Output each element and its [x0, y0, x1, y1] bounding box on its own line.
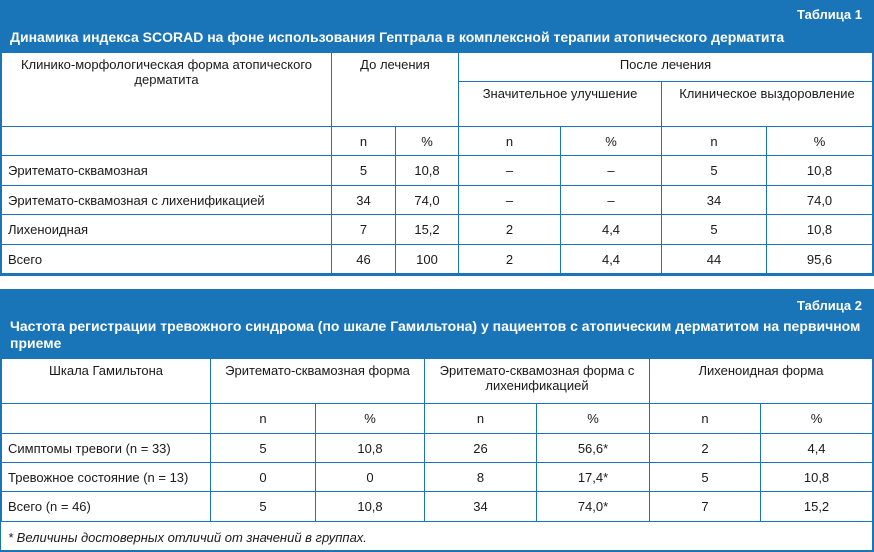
- cell: 15,2: [761, 492, 873, 522]
- cell: 95,6: [767, 245, 873, 274]
- table2-footnote: * Величины достоверных отличий от значений в группах.: [1, 521, 872, 550]
- cell: 0: [211, 463, 316, 492]
- cell: –: [561, 156, 662, 186]
- cell: –: [561, 186, 662, 215]
- table1: [1, 52, 873, 274]
- table2: [1, 358, 873, 522]
- table1-tag: Таблица 1: [796, 7, 862, 22]
- t1-head-before: До лечения: [332, 53, 459, 127]
- cell: 100: [396, 245, 459, 274]
- t1-head-n: n: [662, 127, 767, 156]
- table-row: [2, 186, 873, 215]
- cell: 10,8: [316, 492, 425, 522]
- table2-title: Частота регистрации тревожного синдрома (по шкале Гамильтона) у пациентов с атопическим дерматитом на первичном приеме: [10, 318, 861, 351]
- t2-head-n: n: [650, 404, 761, 434]
- t1-head-n: n: [332, 127, 396, 156]
- row-label: Симптомы тревоги (n = 33): [2, 434, 211, 463]
- t1-head-pct: %: [767, 127, 873, 156]
- cell: 2: [459, 245, 561, 274]
- cell: 74,0: [767, 186, 873, 215]
- cell: 5: [662, 215, 767, 245]
- table-row: [2, 245, 873, 274]
- cell: 34: [425, 492, 537, 522]
- cell: –: [459, 186, 561, 215]
- cell: 0: [316, 463, 425, 492]
- row-label: Эритемато-сквамозная: [2, 156, 332, 186]
- t1-head-form: Клинико-морфологическая форма атопического дерматита: [2, 53, 332, 127]
- cell: 10,8: [761, 463, 873, 492]
- cell: 2: [459, 215, 561, 245]
- cell: 5: [662, 156, 767, 186]
- table1-title: Динамика индекса SCORAD на фоне использования Гептрала в комплексной терапии атопического дерматита: [10, 29, 785, 45]
- cell: 4,4: [761, 434, 873, 463]
- cell: 10,8: [396, 156, 459, 186]
- row-label: Всего: [2, 245, 332, 274]
- cell: 5: [211, 434, 316, 463]
- row-label: Лихеноидная: [2, 215, 332, 245]
- table-row: [2, 156, 873, 186]
- t2-head-group2: Эритемато-сквамозная форма с лихенификацией: [425, 359, 650, 404]
- cell: 15,2: [396, 215, 459, 245]
- cell: –: [459, 156, 561, 186]
- cell: 8: [425, 463, 537, 492]
- cell: 4,4: [561, 215, 662, 245]
- table-row: [2, 434, 873, 463]
- cell: 34: [662, 186, 767, 215]
- row-label: Тревожное состояние (n = 13): [2, 463, 211, 492]
- t2-head-n: n: [425, 404, 537, 434]
- cell: 74,0*: [537, 492, 650, 522]
- table-row: [2, 492, 873, 522]
- cell: 10,8: [767, 215, 873, 245]
- t2-head-group1: Эритемато-сквамозная форма: [211, 359, 425, 404]
- cell: 10,8: [316, 434, 425, 463]
- t1-head-empty: [2, 127, 332, 156]
- cell: 4,4: [561, 245, 662, 274]
- t2-head-group3: Лихеноидная форма: [650, 359, 873, 404]
- t2-head-pct: %: [316, 404, 425, 434]
- cell: 17,4*: [537, 463, 650, 492]
- cell: 5: [332, 156, 396, 186]
- cell: 34: [332, 186, 396, 215]
- t1-head-n: n: [459, 127, 561, 156]
- t2-head-empty: [2, 404, 211, 434]
- t2-head-pct: %: [761, 404, 873, 434]
- cell: 56,6*: [537, 434, 650, 463]
- t2-head-n: n: [211, 404, 316, 434]
- cell: 10,8: [767, 156, 873, 186]
- cell: 5: [211, 492, 316, 522]
- table2-panel: [0, 289, 874, 552]
- cell: 5: [650, 463, 761, 492]
- cell: 74,0: [396, 186, 459, 215]
- t2-head-scale: Шкала Гамильтона: [2, 359, 211, 404]
- cell: 7: [332, 215, 396, 245]
- cell: 2: [650, 434, 761, 463]
- cell: 7: [650, 492, 761, 522]
- cell: 46: [332, 245, 396, 274]
- table-row: [2, 463, 873, 492]
- t1-head-recovery: Клиническое выздоровление: [662, 82, 873, 127]
- cell: 26: [425, 434, 537, 463]
- t1-head-pct: %: [561, 127, 662, 156]
- row-label: Эритемато-сквамозная с лихенификацией: [2, 186, 332, 215]
- t1-head-improve: Значительное улучшение: [459, 82, 662, 127]
- row-label: Всего (n = 46): [2, 492, 211, 522]
- table-row: [2, 215, 873, 245]
- t1-head-after: После лечения: [459, 53, 873, 82]
- table2-tag: Таблица 2: [796, 298, 862, 313]
- cell: 44: [662, 245, 767, 274]
- t2-head-pct: %: [537, 404, 650, 434]
- t1-head-pct: %: [396, 127, 459, 156]
